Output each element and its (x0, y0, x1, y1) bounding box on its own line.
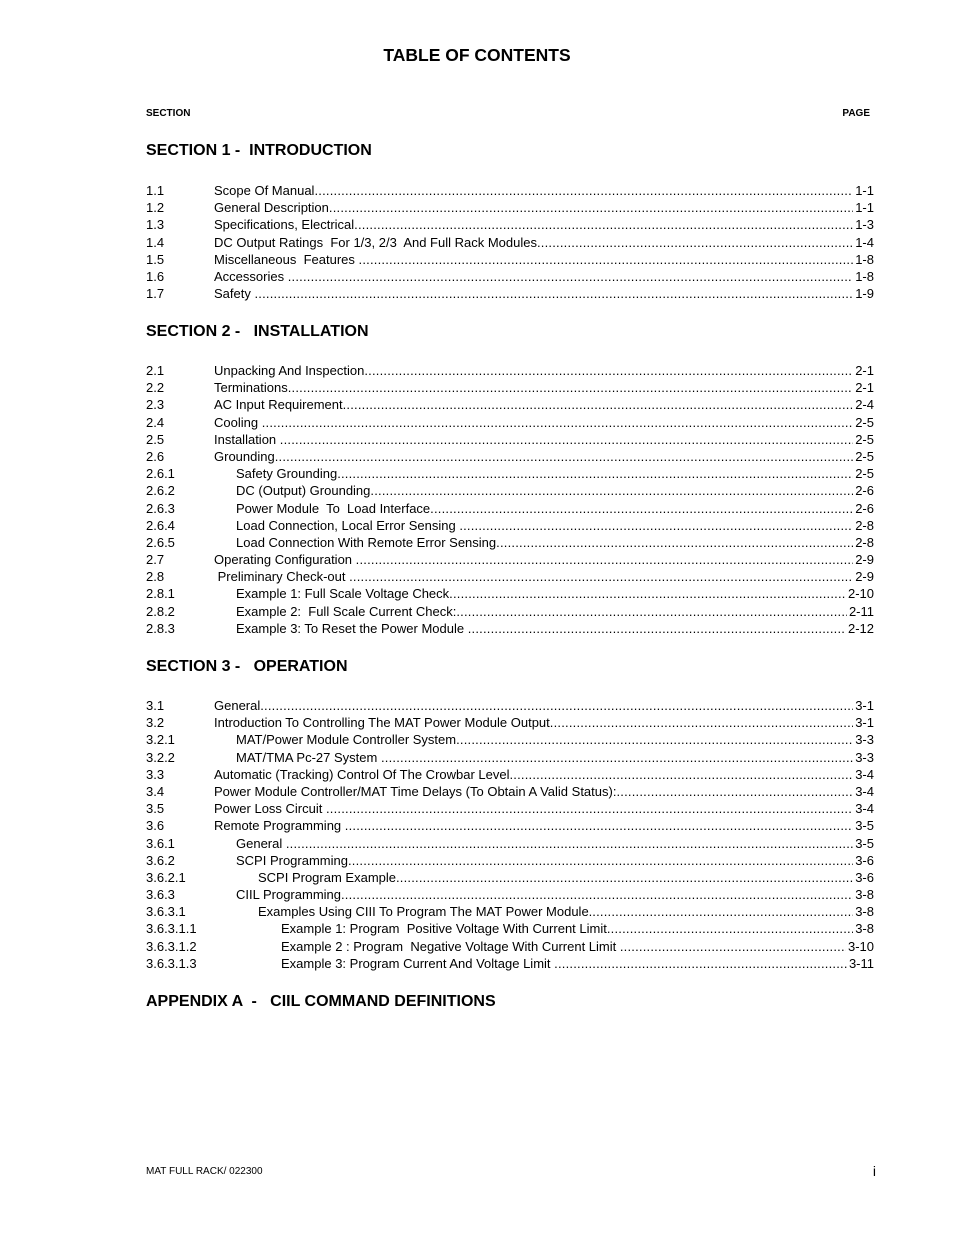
toc-entry-page: 3-11 (848, 955, 874, 971)
dot-leader (449, 585, 846, 602)
toc-entry[interactable] (146, 903, 874, 920)
toc-entry-number: 3.6.2 (146, 852, 175, 868)
toc-entry-number: 2.4 (146, 414, 165, 430)
toc-entry-page: 3-3 (855, 749, 874, 765)
toc-entry-number: 3.6.3 (146, 887, 175, 903)
toc-entry-number: 2.6.1 (146, 466, 175, 482)
toc-entry-title: Power Loss Circuit (214, 801, 326, 817)
dot-leader (356, 551, 854, 568)
section-heading: SECTION 1 - INTRODUCTION (146, 142, 372, 159)
dot-leader (607, 920, 853, 937)
toc-entry-number: 2.5 (146, 431, 165, 447)
toc-entry[interactable] (146, 817, 874, 834)
toc-entry-title: Preliminary Check-out (214, 569, 350, 585)
dot-leader (359, 251, 854, 268)
dot-leader (456, 731, 853, 748)
toc-entry-page: 3-4 (855, 783, 874, 799)
toc-entry-title: Load Connection With Remote Error Sensing (236, 534, 497, 550)
toc-entry-page: 1-3 (855, 217, 874, 233)
dot-leader (280, 431, 853, 448)
toc-entry-title: SCPI Programming (236, 852, 348, 868)
toc-entry-page: 2-9 (855, 552, 874, 568)
toc-entry[interactable] (146, 835, 874, 852)
toc-entry[interactable] (146, 534, 874, 551)
dot-leader (496, 534, 853, 551)
toc-entry-page: 3-5 (855, 835, 874, 851)
toc-entry[interactable] (146, 216, 874, 233)
toc-entry-title: Examples Using CIII To Program The MAT Power Module. (258, 904, 593, 920)
toc-entry[interactable] (146, 268, 874, 285)
toc-entry-title: Introduction To Controlling The MAT Power Module Output (214, 715, 550, 731)
toc-entry[interactable] (146, 362, 874, 379)
toc-entry-title: Power Module To Load Interface (236, 500, 431, 516)
toc-entry-page: 1-8 (855, 251, 874, 267)
toc-entry[interactable] (146, 955, 874, 972)
toc-entry-number: 1.2 (146, 200, 165, 216)
toc-entry[interactable] (146, 517, 874, 534)
toc-entry-title: Installation (214, 431, 280, 447)
dot-leader (459, 517, 853, 534)
dot-leader (288, 268, 854, 285)
dot-leader (337, 465, 853, 482)
toc-entry-number: 2.8 (146, 569, 165, 585)
toc-entry-number: 3.6.3.1 (146, 904, 186, 920)
toc-entry-number: 2.7 (146, 552, 165, 568)
dot-leader (326, 800, 853, 817)
toc-entry-number: 1.6 (146, 268, 165, 284)
toc-entry-page: 2-11 (848, 603, 874, 619)
dot-leader (554, 955, 847, 972)
toc-section-list (146, 362, 874, 637)
toc-entry[interactable] (146, 938, 874, 955)
dot-leader (348, 852, 853, 869)
toc-entry-number: 3.3 (146, 766, 165, 782)
toc-entry-number: 3.6.3.1.3 (146, 955, 197, 971)
toc-entry-number: 3.6.2.1 (146, 869, 186, 885)
toc-entry-page: 3-5 (855, 818, 874, 834)
dot-leader (537, 234, 853, 251)
dot-leader (381, 749, 853, 766)
dot-leader (364, 362, 853, 379)
dot-leader (343, 396, 854, 413)
toc-entry[interactable] (146, 285, 874, 302)
dot-leader (456, 603, 847, 620)
toc-entry[interactable] (146, 920, 874, 937)
toc-entry-page: 2-5 (855, 466, 874, 482)
toc-entry[interactable] (146, 869, 874, 886)
toc-entry-number: 1.7 (146, 286, 165, 302)
toc-entry-title: Example 3: To Reset the Power Module (236, 620, 468, 636)
toc-entry-page: 2-6 (855, 483, 874, 499)
toc-entry-title: Terminations (214, 380, 288, 396)
toc-entry-page: 1-9 (855, 286, 874, 302)
toc-entry[interactable] (146, 251, 874, 268)
toc-entry-title: Example 2 : Program Negative Voltage With Current Limit (281, 938, 620, 954)
toc-entry-page: 2-9 (855, 569, 874, 585)
toc-entry-page: 1-1 (855, 200, 874, 216)
toc-entry-page: 1-8 (855, 268, 874, 284)
toc-entry[interactable] (146, 431, 874, 448)
toc-entry-number: 2.6 (146, 448, 165, 464)
toc-entry-title: Remote Programming (214, 818, 345, 834)
toc-entry-number: 3.6.3.1.1 (146, 921, 197, 937)
toc-entry-number: 1.5 (146, 251, 165, 267)
toc-entry-number: 1.1 (146, 183, 165, 198)
toc-entry-page: 2-5 (855, 414, 874, 430)
dot-leader (468, 620, 846, 637)
toc-entry-number: 3.6.1 (146, 835, 175, 851)
toc-entry-page: 3-10 (847, 938, 874, 954)
toc-entry-title: General Description (214, 200, 329, 216)
toc-entry-number: 2.6.5 (146, 534, 175, 550)
dot-leader (370, 482, 853, 499)
toc-entry-page: 3-1 (855, 698, 874, 713)
toc-entry-page: 3-4 (855, 801, 874, 817)
dot-leader (592, 903, 853, 920)
toc-entry[interactable] (146, 800, 874, 817)
toc-entry-title: MAT/TMA Pc-27 System (236, 749, 381, 765)
toc-entry[interactable] (146, 585, 874, 602)
toc-entry-number: 1.3 (146, 217, 165, 233)
toc-entry-page: 3-3 (855, 732, 874, 748)
toc-entry-title: AC Input Requirement (214, 397, 343, 413)
toc-entry-number: 2.8.3 (146, 620, 175, 636)
toc-entry-number: 2.6.3 (146, 500, 175, 516)
toc-entry-title: Example 3: Program Current And Voltage Limit (281, 955, 555, 971)
toc-entry-page: 3-6 (855, 852, 874, 868)
toc-entry-title: Safety Grounding (236, 466, 338, 482)
page-title: TABLE OF CONTENTS (383, 45, 571, 65)
toc-entry-title: Scope Of Manual (214, 183, 315, 198)
toc-entry-title: Example 1: Program Positive Voltage With Current Limit (281, 921, 607, 937)
dot-leader (616, 783, 853, 800)
toc-entry-title: Accessories (214, 268, 288, 284)
toc-entry-title: Unpacking And Inspection (214, 363, 365, 378)
toc-entry[interactable] (146, 620, 874, 637)
dot-leader (354, 216, 853, 233)
toc-entry[interactable] (146, 731, 874, 748)
toc-entry-number: 2.8.2 (146, 603, 175, 619)
dot-leader (620, 938, 846, 955)
section-heading: APPENDIX A - CIIL COMMAND DEFINITIONS (146, 993, 496, 1010)
toc-entry[interactable] (146, 766, 874, 783)
toc-entry-page: 2-5 (855, 448, 874, 464)
dot-leader (430, 500, 853, 517)
dot-leader (345, 817, 853, 834)
dot-leader (286, 835, 853, 852)
dot-leader (262, 414, 854, 431)
footer-page-number: i (872, 1163, 876, 1179)
toc-entry-title: Cooling (214, 414, 262, 430)
toc-entry[interactable] (146, 396, 874, 413)
toc-entry-number: 2.2 (146, 380, 165, 396)
toc-entry[interactable] (146, 886, 874, 903)
toc-entry[interactable] (146, 500, 874, 517)
toc-entry-page: 1-4 (855, 234, 874, 250)
toc-entry-page: 3-8 (855, 887, 874, 903)
toc-entry-number: 3.5 (146, 801, 165, 817)
dot-leader (275, 448, 853, 465)
toc-entry-title: Example 1: Full Scale Voltage Check (236, 586, 450, 602)
toc-entry-page: 1-1 (855, 183, 874, 198)
toc-entry-page: 2-8 (855, 517, 874, 533)
toc-entry-number: 3.6.3.1.2 (146, 938, 197, 954)
dot-leader (314, 182, 853, 199)
toc-entry-number: 2.6.2 (146, 483, 175, 499)
toc-entry[interactable] (146, 603, 874, 620)
toc-entry[interactable] (146, 414, 874, 431)
toc-entry[interactable] (146, 783, 874, 800)
toc-entry[interactable] (146, 482, 874, 499)
toc-entry-title: Example 2: Full Scale Current Check: (236, 603, 457, 619)
toc-entry-number: 2.3 (146, 397, 165, 413)
section-heading: SECTION 2 - INSTALLATION (146, 323, 369, 340)
toc-entry-page: 3-1 (855, 715, 874, 731)
toc-section-list (146, 697, 874, 972)
toc-section-list (146, 182, 874, 302)
section-heading: SECTION 3 - OPERATION (146, 658, 348, 675)
toc-entry-page: 2-6 (855, 500, 874, 516)
toc-entry-number: 2.8.1 (146, 586, 175, 602)
toc-entry-page: 3-4 (855, 766, 874, 782)
toc-entry-page: 3-8 (855, 921, 874, 937)
toc-entry-page: 2-1 (855, 380, 874, 396)
toc-entry-title: Operating Configuration (214, 552, 356, 568)
toc-entry[interactable] (146, 379, 874, 396)
toc-entry-title: Power Module Controller/MAT Time Delays (To Obtain A Valid Status): (214, 783, 617, 799)
toc-entry-title: SCPI Program Example (258, 869, 396, 885)
dot-leader (396, 869, 853, 886)
toc-entry-number: 3.2.1 (146, 732, 175, 748)
page-column-header: PAGE (842, 108, 870, 119)
toc-entry-number: 3.6 (146, 818, 165, 834)
toc-entry[interactable] (146, 749, 874, 766)
toc-entry-title: CIIL Programming (236, 887, 341, 903)
dot-leader (341, 886, 853, 903)
toc-entry-page: 2-1 (855, 363, 874, 378)
toc-entry[interactable] (146, 714, 874, 731)
toc-entry-page: 3-8 (855, 904, 874, 920)
toc-entry-number: 3.1 (146, 698, 165, 713)
toc-entry[interactable] (146, 551, 874, 568)
toc-entry[interactable] (146, 465, 874, 482)
toc-entry-number: 2.1 (146, 363, 165, 378)
toc-entry-title: Miscellaneous Features (214, 251, 359, 267)
toc-entry[interactable] (146, 697, 874, 714)
toc-entry-page: 2-5 (855, 431, 874, 447)
toc-entry[interactable] (146, 568, 874, 585)
toc-entry-page: 2-12 (847, 620, 874, 636)
toc-entry[interactable] (146, 182, 874, 199)
toc-entry-title: Specifications, Electrical (214, 217, 355, 233)
dot-leader (254, 285, 853, 302)
dot-leader (349, 568, 853, 585)
dot-leader (510, 766, 854, 783)
toc-entry-number: 3.2.2 (146, 749, 175, 765)
toc-entry[interactable] (146, 234, 874, 251)
dot-leader (329, 199, 853, 216)
toc-entry-title: MAT/Power Module Controller System (236, 732, 457, 748)
toc-entry[interactable] (146, 448, 874, 465)
toc-entry-number: 1.4 (146, 234, 165, 250)
toc-entry-title: DC Output Ratings For 1/3, 2/3 And Full Rack Modules (214, 234, 537, 250)
toc-entry[interactable] (146, 199, 874, 216)
toc-entry-number: 2.6.4 (146, 517, 175, 533)
section-column-header: SECTION (146, 108, 191, 119)
toc-entry-page: 2-8 (855, 534, 874, 550)
toc-entry-title: General (214, 698, 261, 713)
toc-entry-page: 3-6 (855, 869, 874, 885)
toc-entry-title: Safety (214, 286, 255, 302)
toc-entry-number: 3.4 (146, 783, 165, 799)
dot-leader (260, 697, 853, 714)
toc-entry-number: 3.2 (146, 715, 165, 731)
toc-entry-title: Load Connection, Local Error Sensing (236, 517, 460, 533)
dot-leader (550, 714, 853, 731)
toc-entry-title: General (236, 835, 286, 851)
toc-entry-title: Automatic (Tracking) Control Of The Crowbar Level (214, 766, 510, 782)
toc-entry-page: 2-10 (847, 586, 874, 602)
footer-document-id: MAT FULL RACK/ 022300 (146, 1166, 263, 1177)
dot-leader (288, 379, 854, 396)
toc-entry-title: Grounding (214, 448, 275, 464)
toc-entry-page: 2-4 (855, 397, 874, 413)
toc-entry[interactable] (146, 852, 874, 869)
toc-entry-title: DC (Output) Grounding (236, 483, 371, 499)
